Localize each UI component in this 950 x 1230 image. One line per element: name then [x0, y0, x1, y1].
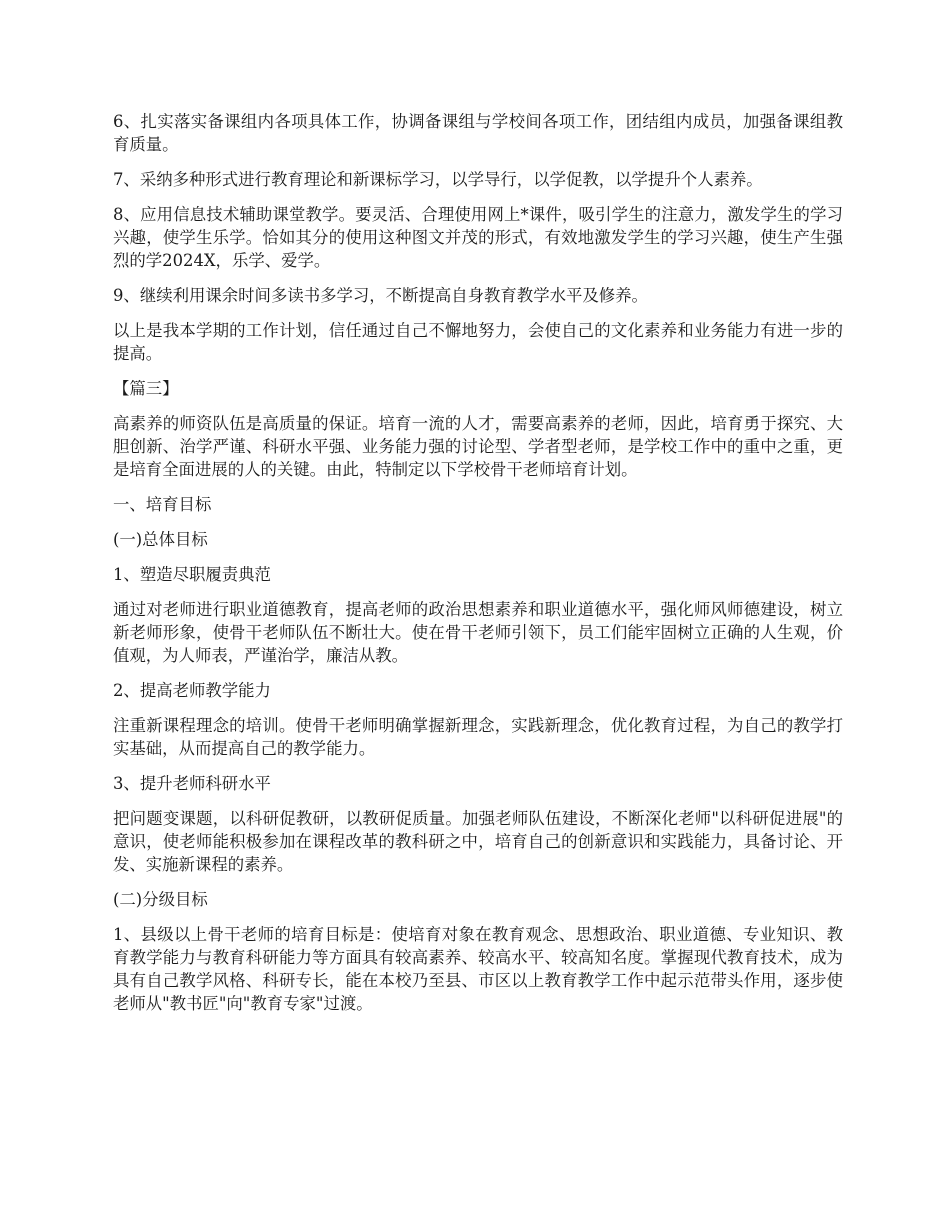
paragraph-goal-2: 注重新课程理念的培训。使骨干老师明确掌握新理念，实践新理念，优化教育过程，为自己的教学打实基础，从而提高自己的教学能力。: [113, 716, 843, 758]
paragraph-item-7: 7、采纳多种形式进行教育理论和新课标学习，以学导行，以学促教，以学提升个人素养。: [113, 170, 763, 189]
heading-overall-goals: (一)总体目标: [113, 530, 208, 549]
heading-goal-3: 3、提升老师科研水平: [113, 774, 271, 793]
heading-tiered-goals: (二)分级目标: [113, 890, 208, 909]
paragraph-item-8: 8、应用信息技术辅助课堂教学。要灵活、合理使用网上*课件，吸引学生的注意力，激发学生的学习兴趣，使学生乐学。恰如其分的使用这种图文并茂的形式，有效地激发学生的学习兴趣，使生产生强烈的学2024X，乐学、爱学。: [113, 205, 843, 270]
paragraph-goal-3: 把问题变课题，以科研促教研，以教研促质量。加强老师队伍建设，不断深化老师"以科研促进展"的意识，使老师能积极参加在课程改革的教科研之中，培育自己的创新意识和实践能力，具备讨论、开发、实施新课程的素养。: [113, 809, 843, 874]
intro-paragraph: 高素养的师资队伍是高质量的保证。培育一流的人才，需要高素养的老师，因此，培育勇于探究、大胆创新、治学严谨、科研水平强、业务能力强的讨论型、学者型老师，是学校工作中的重中之重，更是培育全面进展的人的关键。由此，特制定以下学校骨干老师培育计划。: [113, 414, 843, 479]
summary-paragraph: 以上是我本学期的工作计划，信任通过自己不懈地努力，会使自己的文化素养和业务能力有进一步的提高。: [113, 321, 843, 363]
document-body: [113, 110, 843, 1027]
paragraph-tiered-goal-1: 1、县级以上骨干老师的培育目标是：使培育对象在教育观念、思想政治、职业道德、专业知识、教育教学能力与教育科研能力等方面具有较高素养、较高水平、较高知名度。掌握现代教育技术，成为具有自己教学风格、科研专长，能在本校乃至县、市区以上教育教学工作中起示范带头作用，逐步使老师从"教书匠"向"教育专家"过渡。: [113, 925, 843, 1013]
heading-goal-2: 2、提高老师教学能力: [113, 681, 271, 700]
heading-training-goals: 一、培育目标: [113, 495, 212, 514]
paragraph-goal-1: 通过对老师进行职业道德教育，提高老师的政治思想素养和职业道德水平，强化师风师德建设，树立新老师形象，使骨干老师队伍不断壮大。使在骨干老师引领下，员工们能牢固树立正确的人生观，价值观，为人师表，严谨治学，廉洁从教。: [113, 600, 843, 665]
paragraph-item-6: 6、扎实落实备课组内各项具体工作，协调备课组与学校间各项工作，团结组内成员，加强备课组教育质量。: [113, 112, 843, 154]
paragraph-item-9: 9、继续利用课余时间多读书多学习，不断提高自身教育教学水平及修养。: [113, 286, 648, 305]
section-heading-part-three: 【篇三】: [113, 379, 179, 398]
heading-goal-1: 1、塑造尽职履责典范: [113, 565, 271, 584]
